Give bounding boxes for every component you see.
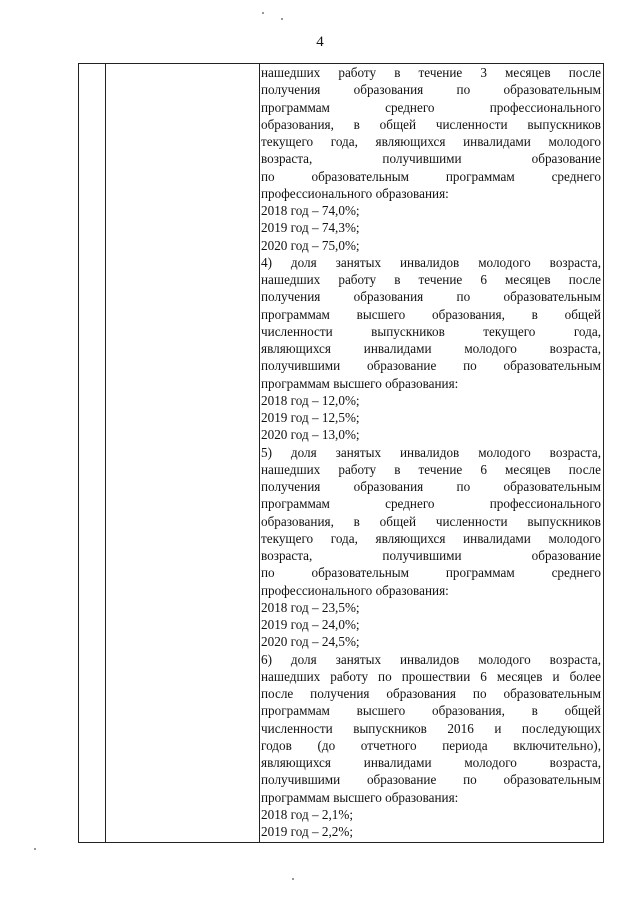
text-line: получения образования по образовательным [261,82,601,98]
text-line: получения образования по образовательным [261,479,601,494]
text-line: по образовательным программам среднего [261,565,601,581]
text-line: нашедших работу в течение 3 месяцев после [261,65,601,80]
scan-speck [292,878,294,880]
text-line: по образовательным программам среднего [261,168,601,184]
text-line: являющихся инвалидами молодого возраста, [261,755,601,770]
text-line: образования, в общей численности выпускников [261,513,601,529]
text-line: численности выпускников 2016 и последующих [261,720,601,736]
text-line: нашедших работу в течение 6 месяцев после [261,272,601,287]
text-line: 2020 год – 24,5%; [261,634,360,650]
text-line: 2019 год – 74,3%; [261,220,360,236]
text-line: программам высшего образования, в общей [261,703,601,719]
scan-speck [281,18,283,20]
text-line: программам высшего образования: [261,789,459,805]
text-line: получившими образование по образовательным [261,358,601,374]
text-line: 4) доля занятых инвалидов молодого возраста, [261,254,601,270]
text-line: годов (до отчетного периода включительно), [261,737,601,753]
text-line: программам среднего профессионального [261,496,601,512]
text-line: текущего года, являющихся инвалидами молодого [261,530,601,546]
page-number: 4 [316,34,324,50]
text-line: 5) доля занятых инвалидов молодого возраста, [261,444,601,460]
text-line: 6) доля занятых инвалидов молодого возраста, [261,651,601,667]
text-line: возраста, получившими образование [261,151,601,167]
text-line: 2018 год – 12,0%; [261,392,360,408]
table-column-divider-2 [259,64,260,842]
text-line: численности выпускников текущего года, [261,323,601,339]
text-line: получившими образование по образовательным [261,772,601,788]
text-line: 2018 год – 74,0%; [261,203,360,218]
text-line: 2019 год – 2,2%; [261,824,353,839]
text-line: 2020 год – 13,0%; [261,427,360,443]
text-line: образования, в общей численности выпускников [261,116,601,132]
text-line: текущего года, являющихся инвалидами молодого [261,134,601,149]
text-line: профессионального образования: [261,185,449,201]
text-line: 2018 год – 2,1%; [261,806,353,822]
text-line: 2019 год – 24,0%; [261,617,360,632]
text-line: 2020 год – 75,0%; [261,237,360,253]
text-line: 2019 год – 12,5%; [261,410,360,425]
text-line: 2018 год – 23,5%; [261,599,360,615]
text-line: являющихся инвалидами молодого возраста, [261,341,601,356]
text-line: получения образования по образовательным [261,289,601,305]
scan-speck [262,12,264,14]
text-line: программам высшего образования: [261,375,459,391]
text-line: после получения образования по образовательным [261,686,601,701]
table-column-divider-1 [105,64,106,842]
text-line: программам высшего образования, в общей [261,306,601,322]
scan-speck [34,848,36,850]
text-line: нашедших работу в течение 6 месяцев после [261,461,601,477]
text-line: профессионального образования: [261,582,449,598]
text-line: возраста, получившими образование [261,548,601,563]
text-line: программам среднего профессионального [261,99,601,115]
text-line: нашедших работу по прошествии 6 месяцев и более [261,668,601,684]
table-cell-text [261,64,601,840]
